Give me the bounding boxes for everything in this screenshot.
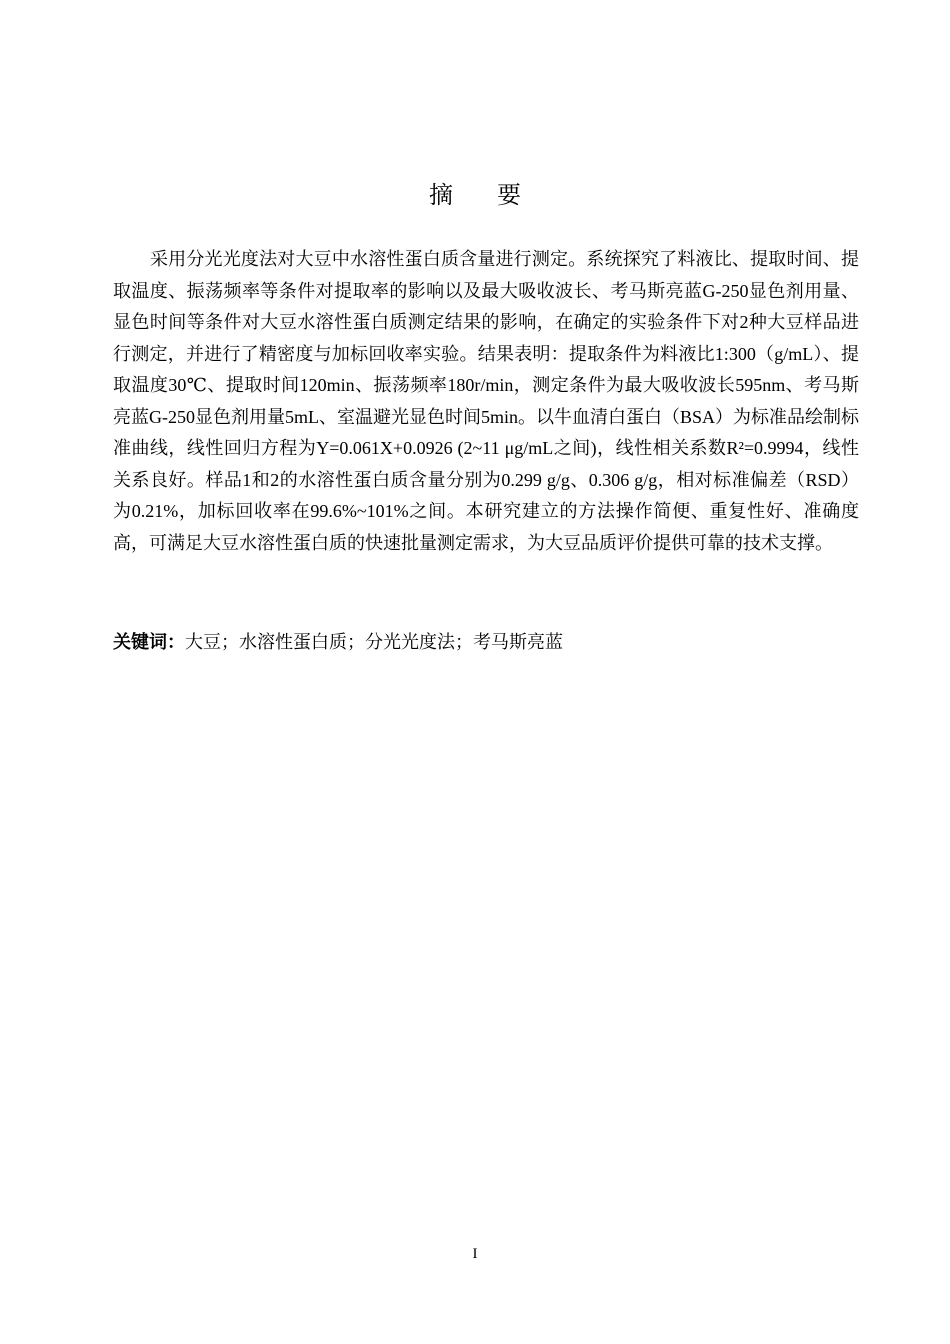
page-number: I <box>472 1246 478 1262</box>
abstract-body: 采用分光光度法对大豆中水溶性蛋白质含量进行测定。系统探究了料液比、提取时间、提取温度、振荡频率等条件对提取率的影响以及最大吸收波长、考马斯亮蓝G-250显色剂用量、显色时间等条件对大豆水溶性蛋白质测定结果的影响，在确定的实验条件下对2种大豆样品进行测定，并进行了精密度与加标回收率实验。结果表明：提取条件为料液比1:300（g/mL）、提取温度30℃、提取时间120min、振荡频率180r/min，测定条件为最大吸收波长595nm、考马斯亮蓝G-250显色剂用量5mL、室温避光显色时间5min。以牛血清白蛋白（BSA）为标准品绘制标准曲线，线性回归方程为Y=0.061X+0.0926 (2~11 μg/mL之间)，线性相关系数R²=0.9994，线性关系良好。样品1和2的水溶性蛋白质含量分别为0.299 g/g、0.306 g/g，相对标准偏差（RSD）为0.21%，加标回收率在99.6%~101%之间。本研究建立的方法操作简便、重复性好、准确度高，可满足大豆水溶性蛋白质的快速批量测定需求，为大豆品质评价提供可靠的技术支撑。 <box>113 249 860 553</box>
keywords-label: 关键词： <box>113 632 185 653</box>
page-title: 摘要 <box>429 181 565 209</box>
keywords-line <box>113 627 859 658</box>
keywords-text: 大豆；水溶性蛋白质；分光光度法；考马斯亮蓝 <box>185 632 563 652</box>
